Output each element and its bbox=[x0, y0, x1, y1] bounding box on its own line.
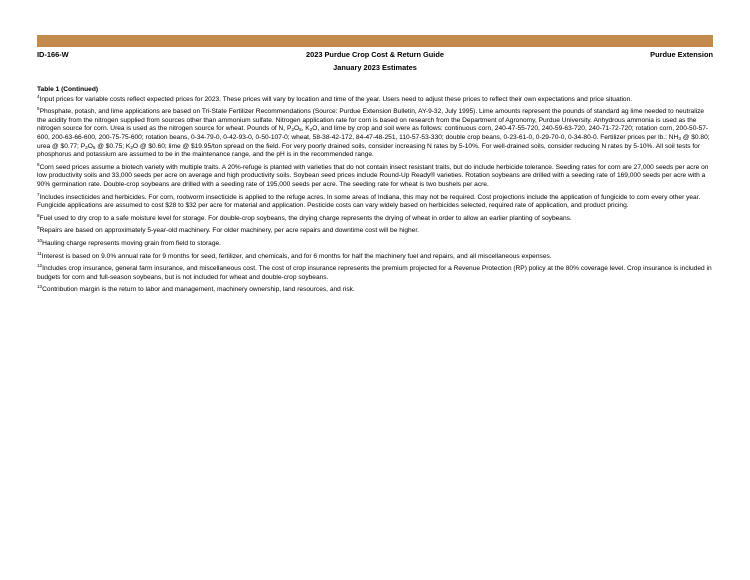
footnote-text: Hauling charge represents moving grain from field to storage. bbox=[42, 239, 221, 247]
footnote-7 bbox=[37, 191, 715, 211]
footnote-number: 7 bbox=[37, 191, 40, 197]
footnote-6 bbox=[37, 161, 715, 190]
footnote-text: Contribution margin is the return to labor and management, machinery ownership, land resources, and risk. bbox=[42, 286, 355, 294]
footnote-number: 4 bbox=[37, 93, 40, 99]
footnote-text: Fuel used to dry crop to a safe moisture level for storage. For double-crop soybeans, the drying charge represents the drying of wheat in order to allow an earlier planting of soybeans. bbox=[39, 214, 572, 222]
footnote-number: 5 bbox=[37, 106, 40, 112]
footnote-text: Repairs are based on approximately 5-year-old machinery. For older machinery, per acre repairs and downtime cost will be higher. bbox=[39, 227, 420, 235]
footnote-number: 13 bbox=[37, 284, 43, 290]
document-id: ID-166-W bbox=[37, 50, 69, 59]
footnote-8 bbox=[37, 212, 715, 224]
footnote-10 bbox=[37, 237, 715, 249]
footnote-5 bbox=[37, 108, 715, 160]
footnote-text: Includes crop insurance, general farm insurance, and miscellaneous cost. The cost of crop insurance represents the premium projected for a Revenue Protection (RP) policy at the 80% coverage level. Crop insurance is included in budgets for corn and full-season soybeans, but is not included for wheat and double-crop soybeans. bbox=[37, 265, 712, 281]
footnote-12 bbox=[37, 265, 715, 282]
document-title: 2023 Purdue Crop Cost & Return Guide bbox=[306, 50, 444, 59]
document-subtitle: January 2023 Estimates bbox=[333, 63, 417, 72]
footnote-list bbox=[37, 93, 715, 295]
table-title: Table 1 (Continued) bbox=[37, 86, 99, 93]
footnote-text: Interest is based on 9.0% annual rate for 9 months for seed, fertilizer, and chemicals, and for 6 months for half the machinery fuel and repairs, and all miscellaneous expenses. bbox=[41, 252, 552, 260]
footnote-text: Phosphate, potash, and lime applications are based on Tri-State Fertilizer Recommendations (Source: Purdue Extension Bulletin, AY-9-32, July 1995). Lime amounts represent the pounds of standard ag lime needed to neutralize the acidity from the nitrogen supplied from sources other than ammonium sulfate. Nitrogen application rate for corn is based on research from the Department of Agronomy, Purdue University. Anhydrous ammonia is used as the nitrogen source for corn. Urea is used as the nitrogen source for wheat. Pounds of N, $P_2O_5$, $K_2O$, and lime by crop and soil were as follows: continuous corn, 240-47-55-720, 240-59-63-720, 240-71-72-720; rotation corn, 200-50-57-600, 200-63-66-600, 200-75-75-600; rotation beans, 0-34-79-0, 0-42-93-0, 0-50-107-0; wheat, 58-38-42-172, 84-47-48-251, 110-57-53-330; double crop beans, 0-23-61-0, 0-29-70-0, 0-34-80-0. Fertilizer prices per lb.: $NH_3$ @ $0.80; urea @ $0.77; $P_2O_5$ @ $0.75; $K_2O$ @ $0.60; lime @ $19.95/ton spread on the field. For very poorly drained soils, consider increasing N rates by 5-10%. For well-drained soils, consider reducing N rates by 5-10%. All soil tests for phosphorus and potassium are assumed to be in the maintenance range, and the pH is in the recommended range. bbox=[37, 108, 710, 159]
footnotes-section bbox=[37, 86, 715, 299]
footnote-number: 8 bbox=[37, 212, 40, 218]
footnote-number: 10 bbox=[37, 237, 43, 243]
footnote-text: Corn seed prices assume a biotech variety with multiple traits. A 20%-refuge is planted with varieties that do not contain insect resistant traits, but do include herbicide tolerance. Seeding rates for corn are 27,000 seeds per acre on low productivity soils and 33,000 seeds per acre on average and high productivity soils. Soybean seed prices include Round-Up Ready® varieties. Rotation soybeans are drilled with a seeding rate of 169,000 seeds per acre with a 90% germination rate. Double-crop soybeans are drilled with a seeding rate of 195,000 seeds per acre. The seeding rate for wheat is two bushels per acre. bbox=[37, 163, 709, 188]
footnote-9 bbox=[37, 227, 715, 236]
footnote-number: 12 bbox=[37, 263, 43, 269]
footnote-text: Includes insecticides and herbicides. For corn, rootworm insecticide is applied to the refuge acres. In some areas of Indiana, this may not be required. Cost projections include the application of fungicide to corn every other year. Fungicide applications are assumed to cost $28 to $32 per acre for material and application. Pesticide costs can vary widely based on herbicides selected, required rate of application, and product pricing. bbox=[37, 193, 701, 210]
footnote-number: 6 bbox=[37, 161, 40, 167]
publisher-name: Purdue Extension bbox=[650, 50, 713, 59]
footnote-number: 9 bbox=[37, 225, 40, 231]
footnote-13 bbox=[37, 286, 715, 295]
header-color-band bbox=[37, 35, 713, 47]
footnote-4 bbox=[37, 93, 715, 105]
footnote-11 bbox=[37, 250, 715, 262]
footnote-number: 11 bbox=[37, 250, 42, 256]
footnote-text: Input prices for variable costs reflect expected prices for 2023. These prices will vary by location and time of the year. Users need to adjust these prices to reflect their own expectations and price situation. bbox=[39, 95, 633, 103]
page-header bbox=[37, 50, 713, 62]
